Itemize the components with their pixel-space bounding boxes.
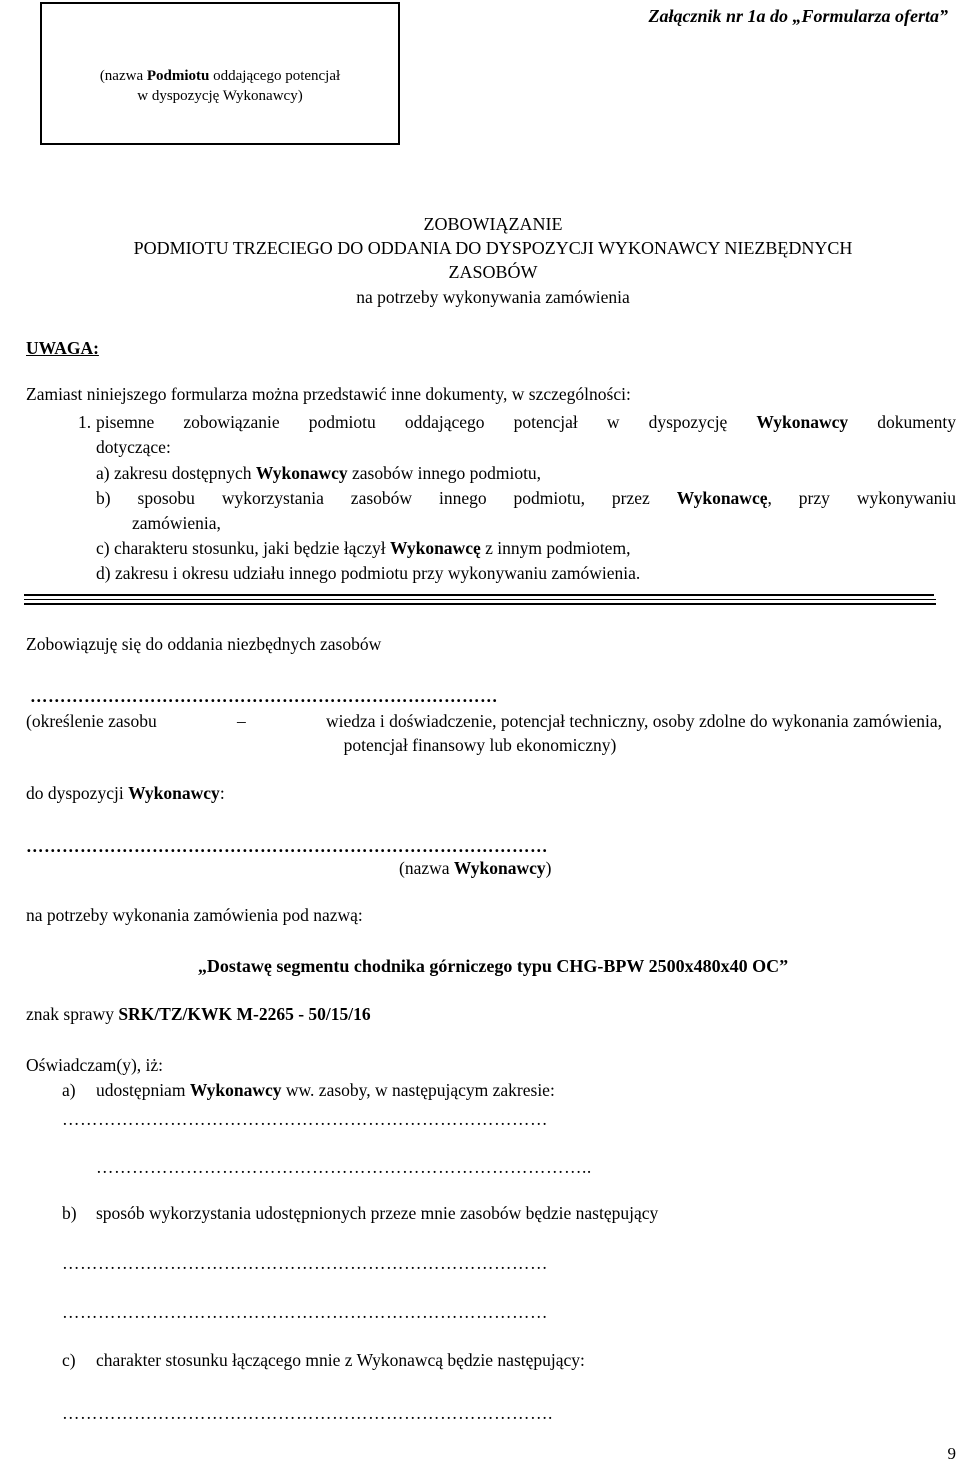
resource-description: (określenie zasobu – wiedza i doświadczenie, potencjał techniczny, osoby zdolne do wykonania zamówienia, — [26, 711, 942, 731]
declaration-intro: Oświadczam(y), iż: — [26, 1055, 164, 1075]
note-item1-text-line2: dotyczące: — [96, 437, 171, 457]
note-label: UWAGA: — [26, 338, 99, 358]
declaration-a-text: udostępniam Wykonawcy ww. zasoby, w następującym zakresie: — [96, 1080, 555, 1100]
order-purpose: na potrzeby wykonania zamówienia pod nazwą: — [26, 905, 363, 925]
note-item-b-line2: zamówienia, — [132, 513, 221, 533]
entity-box-line1: (nazwa Podmiotu oddającego potencjał — [99, 68, 341, 84]
declaration-c-number: c) — [62, 1350, 76, 1370]
entity-name-box — [40, 2, 400, 145]
declaration-b-number: b) — [62, 1203, 77, 1223]
declaration-a-number: a) — [62, 1080, 76, 1100]
note-item-a: a) zakresu dostępnych Wykonawcy zasobów innego podmiotu, — [96, 463, 542, 483]
annex-title: Załącznik nr 1a do „Formularza oferta” — [648, 6, 948, 26]
declaration-b-fill-line: ……………………………………………………………………… — [62, 1253, 548, 1273]
contractor-fill-line: …………………………………………………………………………… — [26, 836, 548, 856]
declaration-b-text: sposób wykorzystania udostępnionych przeze mnie zasobów będzie następujący — [96, 1203, 659, 1223]
entity-box-line2: w dyspozycję Wykonawcy) — [137, 88, 303, 104]
declaration-c-fill-line: ………………………………………………………………………. — [62, 1403, 553, 1423]
doc-subtitle: na potrzeby wykonywania zamówienia — [356, 287, 630, 307]
note-intro: Zamiast niniejszego formularza można przedstawić inne dokumenty, w szczególności: — [26, 384, 631, 404]
commitment-intro: Zobowiązuję się do oddania niezbędnych zasobów — [26, 634, 382, 654]
note-item-d: d) zakresu i okresu udziału innego podmiotu przy wykonywaniu zamówienia. — [96, 563, 641, 583]
note-item-c: c) charakteru stosunku, jaki będzie łączył Wykonawcę z innym podmiotem, — [96, 538, 631, 558]
separator-line — [24, 603, 936, 605]
declaration-a-fill-line: ……………………………………………………………………….. — [96, 1157, 592, 1177]
declaration-a-fill-line: ……………………………………………………………………… — [62, 1109, 548, 1129]
note-item1-text: pisemne zobowiązanie podmiotu oddającego potencjał w dyspozycję Wykonawcy dokumenty — [96, 412, 956, 432]
disposal-label: do dyspozycji Wykonawcy: — [26, 783, 225, 803]
contractor-caption: (nazwa Wykonawcy) — [399, 858, 552, 878]
order-name: „Dostawę segmentu chodnika górniczego typu CHG-BPW 2500x480x40 OC” — [197, 956, 789, 976]
case-number: znak sprawy SRK/TZ/KWK M-2265 - 50/15/16 — [26, 1004, 371, 1024]
separator-line — [24, 599, 936, 600]
doc-title-line1: ZOBOWIĄZANIE — [423, 214, 563, 234]
doc-title-line2: PODMIOTU TRZECIEGO DO ODDANIA DO DYSPOZYCJI WYKONAWCY NIEZBĘDNYCH — [133, 238, 853, 258]
separator-line — [24, 594, 934, 596]
resource-description-line2: potencjał finansowy lub ekonomiczny) — [343, 735, 617, 755]
resource-fill-line: …………………………………………………………………… — [30, 686, 498, 706]
declaration-b-fill-line: ……………………………………………………………………… — [62, 1302, 548, 1322]
note-item1-number: 1. — [78, 412, 92, 432]
doc-title-line3: ZASOBÓW — [448, 262, 538, 282]
page-number: 9 — [947, 1444, 956, 1463]
declaration-c-text: charakter stosunku łączącego mnie z Wykonawcą będzie następujący: — [96, 1350, 585, 1370]
note-item-b: b) sposobu wykorzystania zasobów innego podmiotu, przez Wykonawcę, przy wykonywaniu — [96, 488, 956, 508]
